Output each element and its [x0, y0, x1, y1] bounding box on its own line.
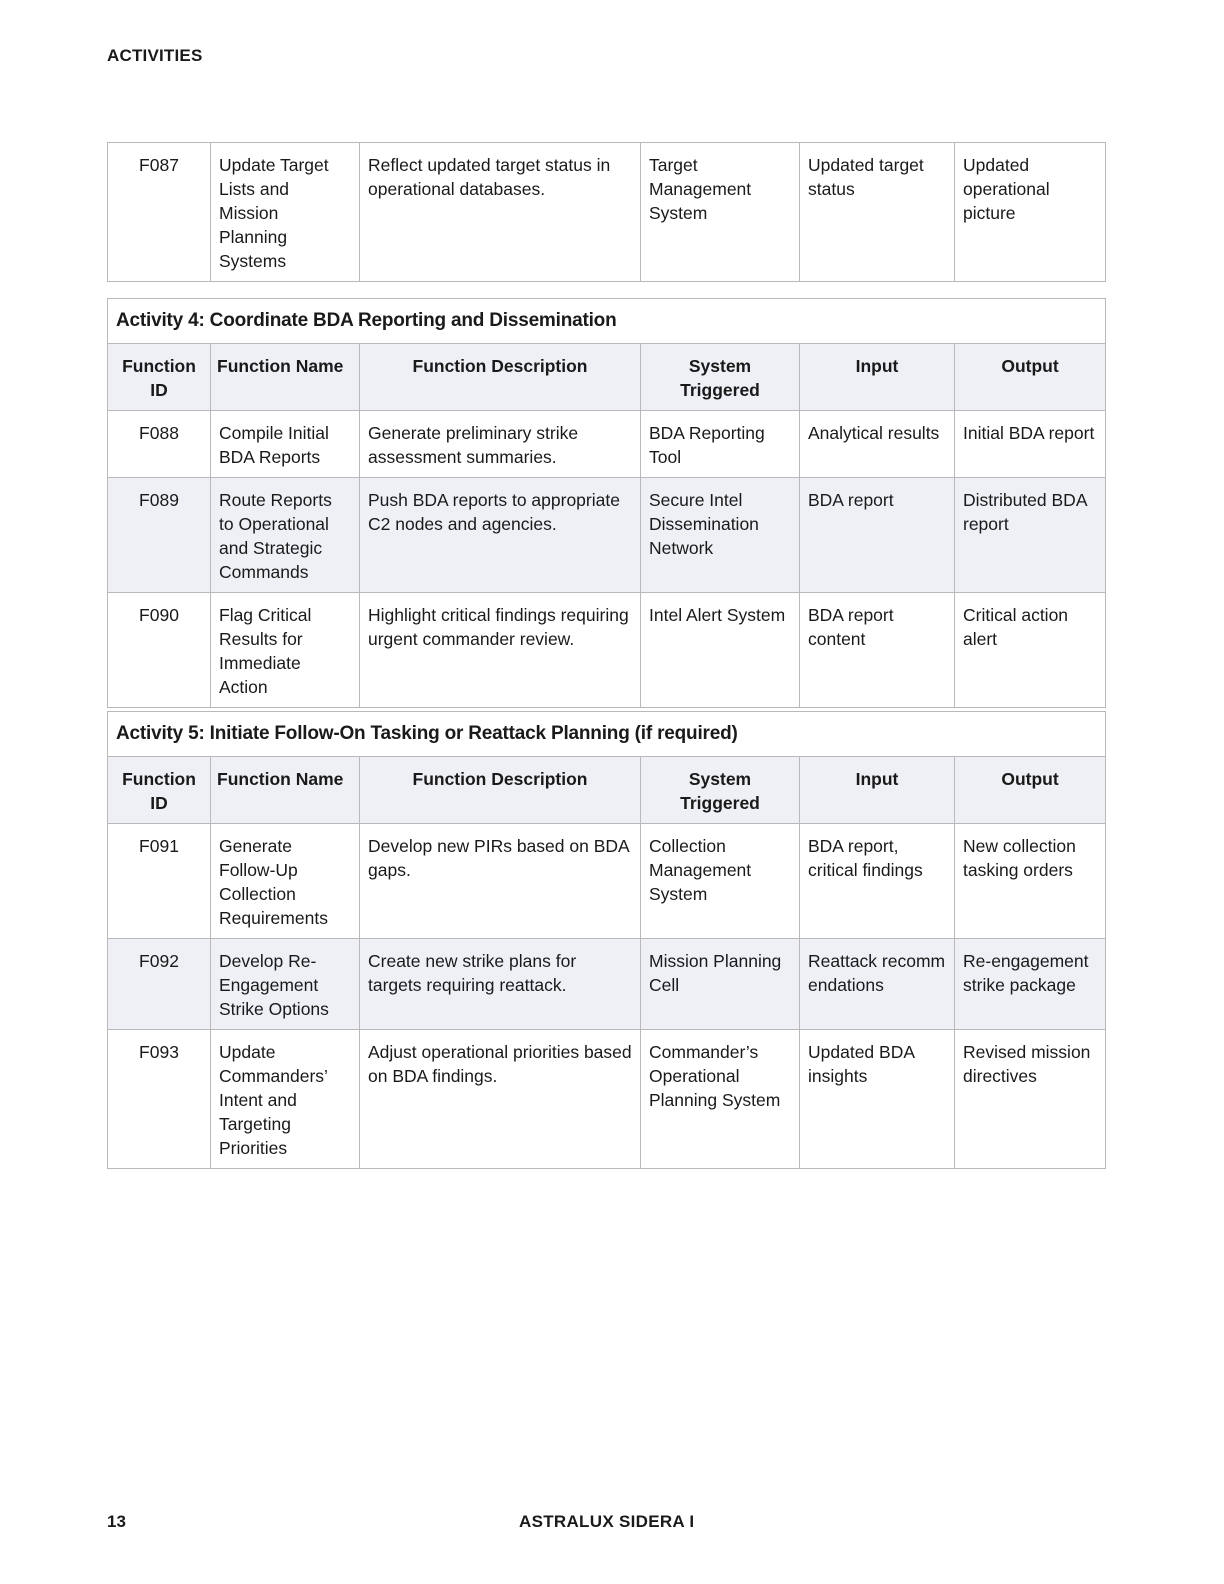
function-id-cell: F087 — [108, 143, 211, 282]
column-header-function-name: Function Name — [211, 757, 360, 824]
table-row — [108, 1030, 1106, 1169]
input-cell: Updated BDA insights — [800, 1030, 955, 1169]
function-id-cell: F089 — [108, 478, 211, 593]
function-description-cell: Develop new PIRs based on BDA gaps. — [360, 824, 641, 939]
function-id-cell: F092 — [108, 939, 211, 1030]
function-description-cell: Highlight critical findings requiring urgent commander review. — [360, 593, 641, 708]
input-cell: Reattack recommendations — [800, 939, 955, 1030]
input-cell: BDA report content — [800, 593, 955, 708]
system-triggered-cell: Collection Management System — [641, 824, 800, 939]
function-name-cell: Route Reports to Operational and Strategic Commands — [211, 478, 360, 593]
input-cell: Updated target status — [800, 143, 955, 282]
function-name-cell: Update Target Lists and Mission Planning Systems — [211, 143, 360, 282]
column-header-function-description: Function Description — [360, 757, 641, 824]
table-row — [108, 411, 1106, 478]
column-header-function-description: Function Description — [360, 344, 641, 411]
system-triggered-cell: Secure Intel Dissemination Network — [641, 478, 800, 593]
activity-5-table — [107, 711, 1106, 1169]
output-cell: Updated operational picture — [955, 143, 1106, 282]
activity-4-title: Activity 4: Coordinate BDA Reporting and Dissemination — [108, 299, 1106, 344]
output-cell: Initial BDA report — [955, 411, 1106, 478]
function-name-cell: Flag Critical Results for Immediate Action — [211, 593, 360, 708]
column-header-system-triggered: System Triggered — [641, 344, 800, 411]
output-cell: Critical action alert — [955, 593, 1106, 708]
activity-4-table — [107, 298, 1106, 708]
column-header-function-id: Function ID — [108, 757, 211, 824]
table-row — [108, 824, 1106, 939]
section-header: ACTIVITIES — [107, 46, 203, 65]
function-description-cell: Create new strike plans for targets requiring reattack. — [360, 939, 641, 1030]
footer-brand: ASTRALUX SIDERA I — [519, 1512, 695, 1531]
function-name-cell: Update Commanders’ Intent and Targeting Priorities — [211, 1030, 360, 1169]
continued-table — [107, 142, 1106, 282]
output-cell: Distributed BDA report — [955, 478, 1106, 593]
input-cell: BDA report, critical findings — [800, 824, 955, 939]
table-row — [108, 478, 1106, 593]
column-header-input: Input — [800, 344, 955, 411]
column-header-system-triggered: System Triggered — [641, 757, 800, 824]
function-description-cell: Push BDA reports to appropriate C2 nodes and agencies. — [360, 478, 641, 593]
page-number: 13 — [107, 1512, 126, 1531]
function-description-cell: Reflect updated target status in operational databases. — [360, 143, 641, 282]
input-cell: Analytical results — [800, 411, 955, 478]
function-description-cell: Adjust operational priorities based on BDA findings. — [360, 1030, 641, 1169]
table-row — [108, 939, 1106, 1030]
output-cell: Revised mission directives — [955, 1030, 1106, 1169]
input-cell: BDA report — [800, 478, 955, 593]
column-header-output: Output — [955, 757, 1106, 824]
activity-5-title: Activity 5: Initiate Follow-On Tasking or Reattack Planning (if required) — [108, 712, 1106, 757]
function-name-cell: Compile Initial BDA Reports — [211, 411, 360, 478]
function-id-cell: F091 — [108, 824, 211, 939]
column-header-output: Output — [955, 344, 1106, 411]
column-header-function-name: Function Name — [211, 344, 360, 411]
function-id-cell: F088 — [108, 411, 211, 478]
function-name-cell: Develop Re-Engagement Strike Options — [211, 939, 360, 1030]
column-header-input: Input — [800, 757, 955, 824]
function-name-cell: Generate Follow-Up Collection Requirements — [211, 824, 360, 939]
output-cell: New collection tasking orders — [955, 824, 1106, 939]
system-triggered-cell: BDA Reporting Tool — [641, 411, 800, 478]
function-id-cell: F093 — [108, 1030, 211, 1169]
system-triggered-cell: Commander’s Operational Planning System — [641, 1030, 800, 1169]
function-id-cell: F090 — [108, 593, 211, 708]
table-row — [108, 593, 1106, 708]
function-description-cell: Generate preliminary strike assessment summaries. — [360, 411, 641, 478]
column-header-function-id: Function ID — [108, 344, 211, 411]
system-triggered-cell: Mission Planning Cell — [641, 939, 800, 1030]
table-header-row — [108, 344, 1106, 411]
table-header-row — [108, 757, 1106, 824]
table-row — [108, 143, 1106, 282]
system-triggered-cell: Intel Alert System — [641, 593, 800, 708]
output-cell: Re-engagement strike package — [955, 939, 1106, 1030]
system-triggered-cell: Target Management System — [641, 143, 800, 282]
